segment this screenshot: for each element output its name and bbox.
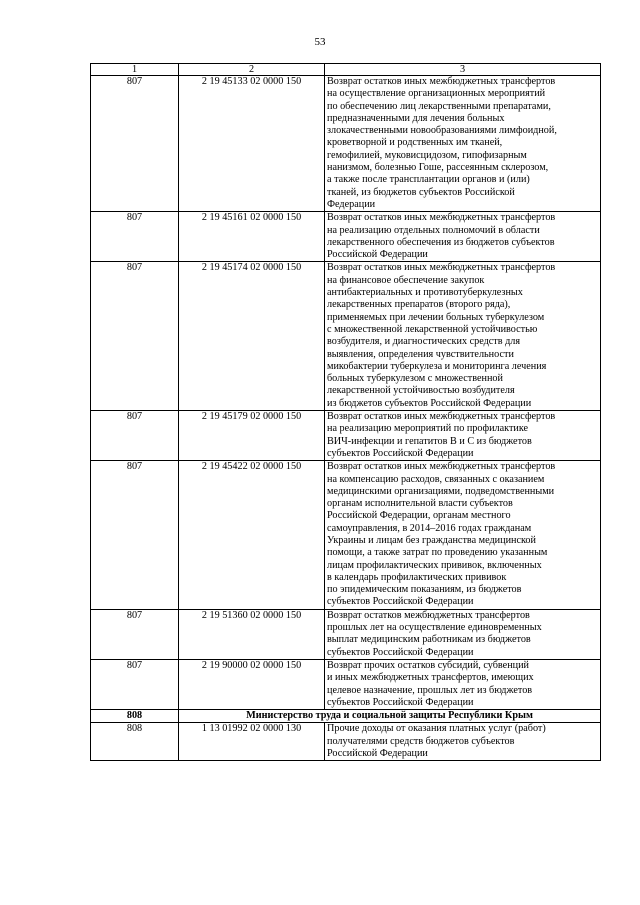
income-code-cell: 2 19 45422 02 0000 150 [179, 461, 325, 610]
income-code-cell: 1 13 01992 02 0000 130 [179, 723, 325, 761]
income-code-cell: 2 19 45133 02 0000 150 [179, 76, 325, 212]
income-code-cell: 2 19 51360 02 0000 150 [179, 609, 325, 659]
table-row [91, 659, 601, 709]
admin-code-cell: 807 [91, 76, 179, 212]
description-cell: Прочие доходы от оказания платных услуг (работ) получателями средств бюджетов субъектов Российской Федерации [325, 723, 601, 761]
admin-code-cell: 808 [91, 723, 179, 761]
admin-code-cell: 807 [91, 659, 179, 709]
table-row [91, 411, 601, 461]
description-cell: Возврат остатков иных межбюджетных трансфертов на осуществление организационных мероприятий по обеспечению лиц лекарственными препаратами, предназначенными для лечения больных злокачественными новообразованиями лимфоидной, кроветворной и родственных им тканей, гемофилией, муковисцидозом, гипофизарным нанизмом, болезнью Гоше, рассеянным склерозом, а также после трансплантации органов и (или) тканей, из бюджетов субъектов Российской Федерации [325, 76, 601, 212]
income-code-cell: 2 19 45161 02 0000 150 [179, 212, 325, 262]
table-row [91, 609, 601, 659]
table-row [91, 76, 601, 212]
description-cell: Возврат остатков иных межбюджетных трансфертов на реализацию мероприятий по профилактике ВИЧ-инфекции и гепатитов B и C из бюджетов субъектов Российской Федерации [325, 411, 601, 461]
description-cell: Возврат остатков иных межбюджетных трансфертов на компенсацию расходов, связанных с оказанием медицинскими организациями, подведомственными органам исполнительной власти субъектов Российской Федерации, органам местного самоуправления, в 2014–2016 годах гражданам Украины и лицам без гражданства медицинской помощи, а также затрат по проведению указанным лицам профилактических прививок, включенных в календарь профилактических прививок по эпидемическим показаниям, из бюджетов субъектов Российской Федерации [325, 461, 601, 610]
column-header-1: 1 [91, 64, 179, 76]
description-cell: Возврат прочих остатков субсидий, субвенций и иных межбюджетных трансфертов, имеющих целевое назначение, прошлых лет из бюджетов субъектов Российской Федерации [325, 659, 601, 709]
table-header-row [91, 64, 601, 76]
income-code-cell: 2 19 90000 02 0000 150 [179, 659, 325, 709]
description-cell: Возврат остатков иных межбюджетных трансфертов на финансовое обеспечение закупок антибактериальных и противотуберкулезных лекарственных препаратов (второго ряда), применяемых при лечении больных туберкулезом с множественной лекарственной устойчивостью возбудителя, и диагностических средств для выявления, определения чувствительности микобактерии туберкулеза и мониторинга лечения больных туберкулезом с множественной лекарственной устойчивостью возбудителя из бюджетов субъектов Российской Федерации [325, 262, 601, 411]
income-code-cell: 2 19 45179 02 0000 150 [179, 411, 325, 461]
page-number: 53 [314, 36, 326, 48]
admin-code-cell: 807 [91, 262, 179, 411]
column-header-2: 2 [179, 64, 325, 76]
income-code-cell: 2 19 45174 02 0000 150 [179, 262, 325, 411]
section-admin-code: 808 [91, 710, 179, 723]
table-row [91, 212, 601, 262]
income-codes-table [90, 63, 601, 761]
table-row [91, 461, 601, 610]
admin-code-cell: 807 [91, 609, 179, 659]
admin-code-cell: 807 [91, 212, 179, 262]
column-header-3: 3 [325, 64, 601, 76]
table-row [91, 262, 601, 411]
description-cell: Возврат остатков иных межбюджетных трансфертов на реализацию отдельных полномочий в области лекарственного обеспечения из бюджетов субъектов Российской Федерации [325, 212, 601, 262]
section-header-row [91, 710, 601, 723]
admin-code-cell: 807 [91, 411, 179, 461]
table-row [91, 723, 601, 761]
admin-code-cell: 807 [91, 461, 179, 610]
description-cell: Возврат остатков межбюджетных трансфертов прошлых лет на осуществление единовременных выплат медицинским работникам из бюджетов субъектов Российской Федерации [325, 609, 601, 659]
section-title: Министерство труда и социальной защиты Республики Крым [179, 710, 601, 723]
